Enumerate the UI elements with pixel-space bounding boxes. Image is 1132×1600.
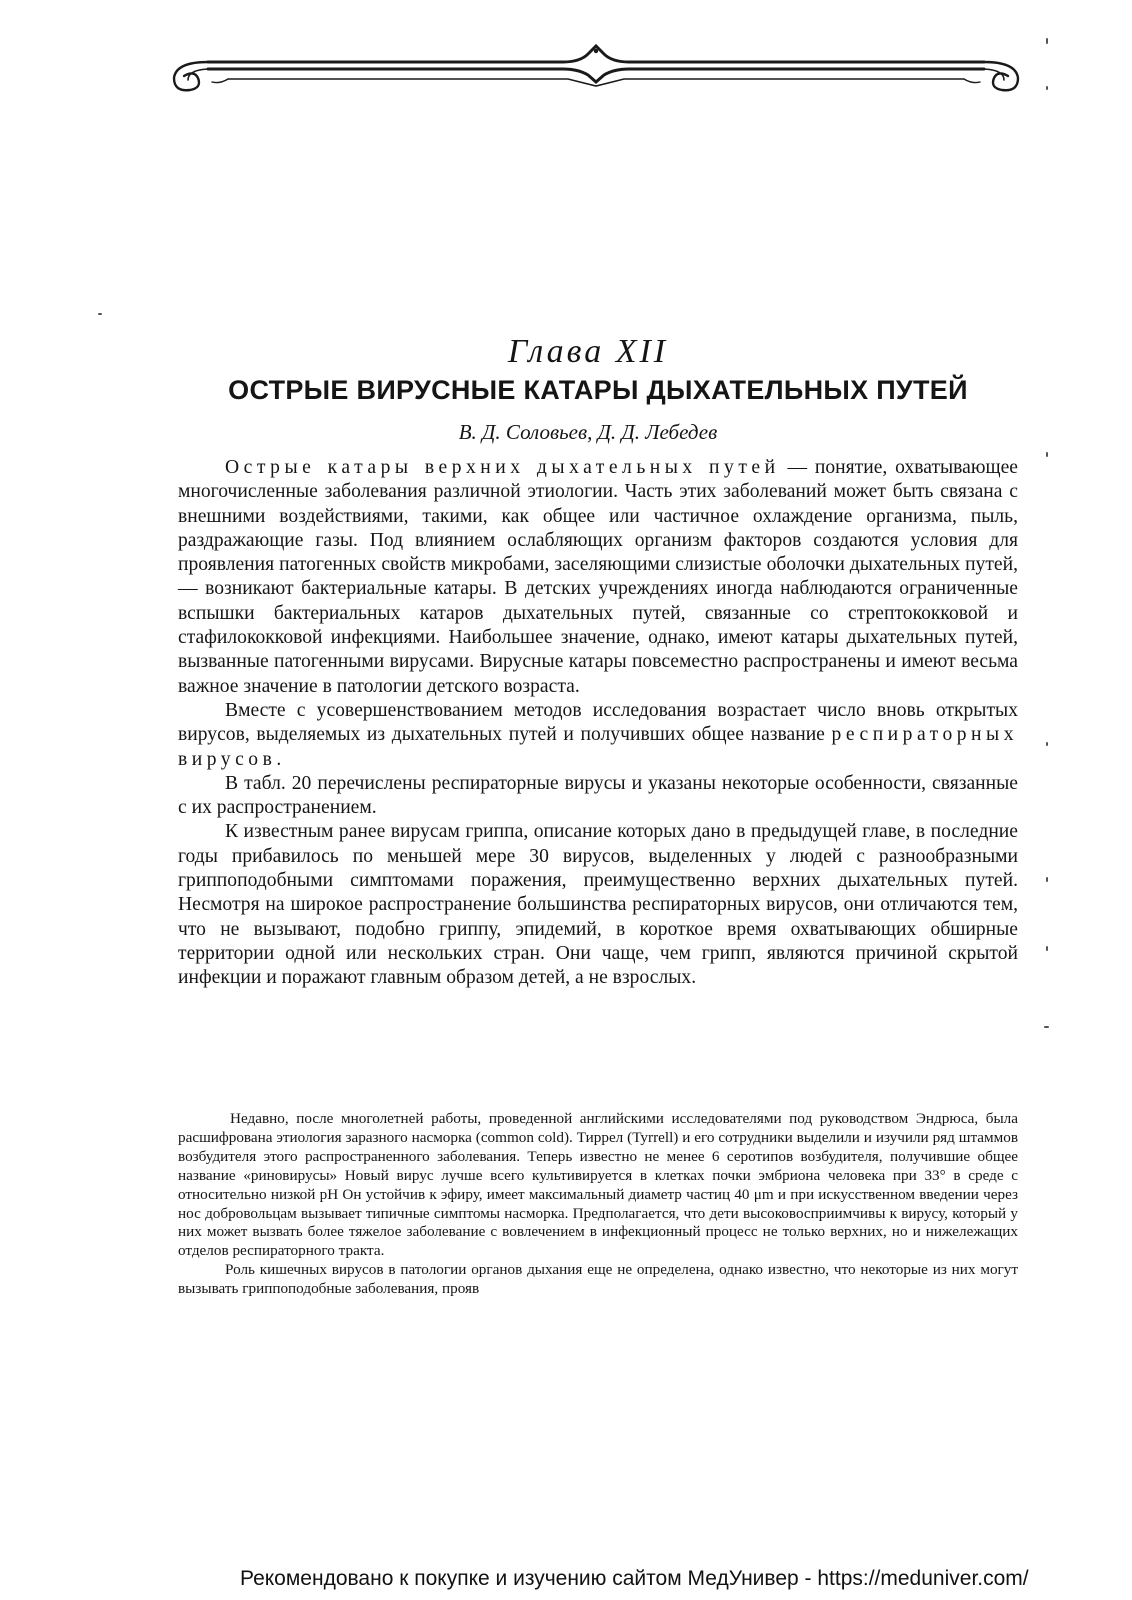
scan-speck — [1046, 86, 1048, 90]
paragraph-intro — [178, 456, 1018, 699]
respiratory-text: Вместе с усовершенствованием методов исследования возрастает число вновь открытых вирусов, выделяемых из дыхательных путей и получивших общее название — [178, 699, 1018, 746]
scan-speck — [1046, 946, 1048, 951]
chapter-authors: В. Д. Соловьев, Д. Д. Лебедев — [458, 420, 718, 444]
paragraph-table-reference: В табл. 20 перечислены респираторные вирусы и указаны некоторые особенности, связанные с их распространением. — [178, 772, 1018, 819]
scan-speck — [1046, 742, 1048, 746]
main-text — [178, 456, 1018, 991]
respiratory-end: . — [276, 748, 282, 770]
scan-speck — [1046, 452, 1048, 457]
small-print-section — [178, 1110, 1018, 1299]
scan-speck — [98, 313, 102, 315]
scan-speck — [1046, 877, 1048, 882]
ornamental-header-rule — [168, 42, 1024, 100]
paragraph-respiratory-viruses — [178, 699, 1018, 772]
paragraph-influenza: К известным ранее вирусам гриппа, описание которых дано в предыдущей главе, в последние годы прибавилось по меньшей мере 30 вирусов, выделенных у людей с разнообразными гриппоподобными симптомами поражения, преимущественно верхних дыхательных путей. Несмотря на широкое распространение большинства респираторных вирусов, они отличаются тем, что не вызывают, подобно гриппу, эпидемий, в короткое время охватывающих обширные территории одной или нескольких стран. Они чаще, чем грипп, являются причиной скрытой инфекции и поражают главным образом детей, а не взрослых. — [178, 821, 1018, 989]
scan-speck — [1046, 38, 1048, 44]
chapter-title: ОСТРЫЕ ВИРУСНЫЕ КАТАРЫ ДЫХАТЕЛЬНЫХ ПУТЕЙ — [228, 375, 968, 405]
respiratory-emphasis: респираторных вирусов — [178, 724, 1018, 770]
footer-watermark: Рекомендовано к покупке и изучению сайтом МедУнивер - https://meduniver.com/ — [240, 1567, 1029, 1590]
scan-speck — [1044, 1026, 1049, 1028]
paragraph-common-cold: Недавно, после многолетней работы, проведенной английскими исследователями под руководством Эндрюса, была расшифрована этиология заразного насморка (common cold). Тиррел (Tyrrell) и его сотрудники выделили и изучили ряд штаммов возбудителя этого распространенного заболевания. Теперь известно не менее 6 серотипов возбудителя, получившие общее название «риновирусы» Новый вирус лучше всего культивируется в клетках почки эмбриона человека при 33° в среде с относительно низкой pH Он устойчив к эфиру, имеет максимальный диаметр частиц 40 μm и при искусственном введении через нос добровольцам вызывает типичные симптомы насморка. Предполагается, что дети высоковосприимчивы к вирусу, который у них может вызвать более тяжелое заболевание с вовлечением в инфекционный процесс не только верхних, но и нижележащих отделов респираторного тракта. — [178, 1110, 1018, 1260]
paragraph-enteric-viruses: Роль кишечных вирусов в патологии органов дыхания еще не определена, однако известно, что некоторые из них могут вызывать гриппоподобные заболевания, прояв — [178, 1261, 1018, 1298]
intro-emphasis: Острые катары верхних дыхательных путей — [225, 457, 780, 478]
intro-text: — понятие, охватывающее многочисленные заболевания различной этиологии. Часть этих заболеваний может быть связана с внешними воздействиями, такими, как общее или частичное охлаждение организма, пыль, раздражающие газы. Под влиянием ослабляющих организм факторов создаются условия для проявления патогенных свойств микробами, заселяющими слизистые оболочки дыхательных путей, — возникают бактериальные катары. В детских учреждениях иногда наблюдаются ограниченные вспышки бактериальных катаров дыхательных путей, связанные со стрептококковой и стафилококковой инфекциями. Наибольшее значение, однако, имеют катары дыхательных путей, вызванные патогенными вирусами. Вирусные катары повсеместно распространены и имеют весьма важное значение в патологии детского возраста. — [178, 457, 1018, 697]
chapter-number: Глава XII — [507, 333, 669, 370]
